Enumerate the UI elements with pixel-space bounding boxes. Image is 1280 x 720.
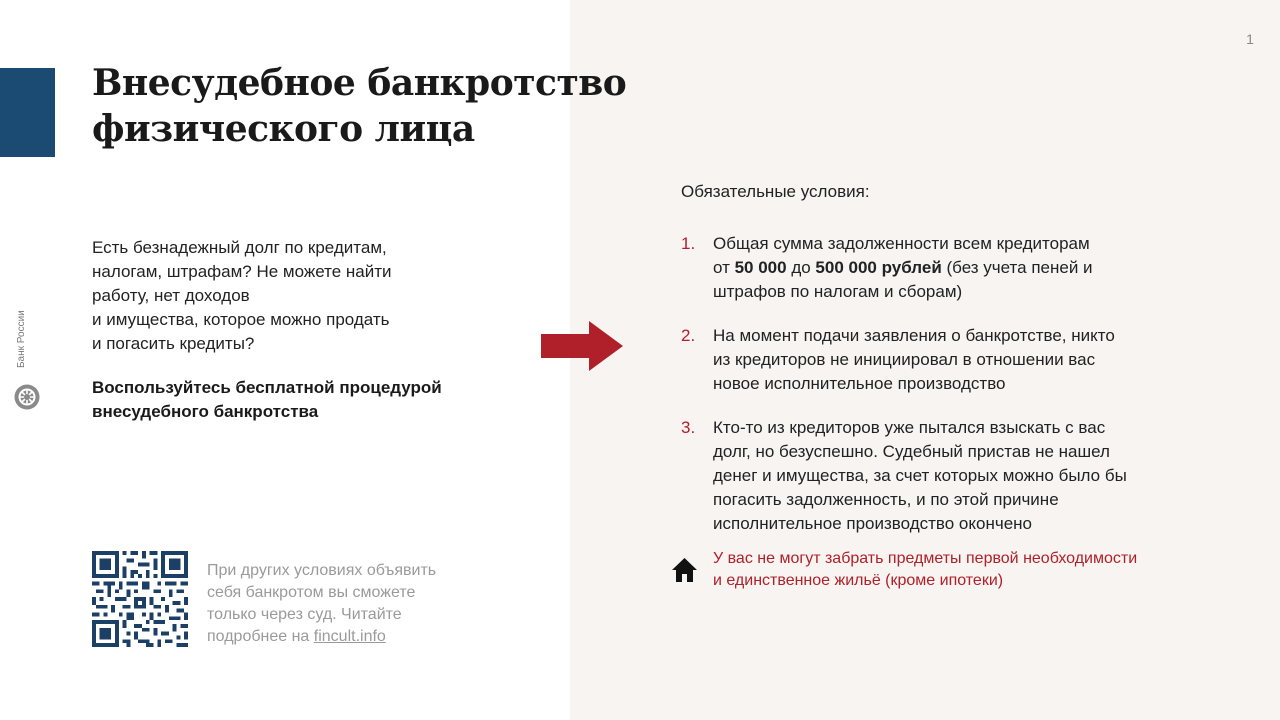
bank-of-russia-logo-icon <box>14 384 40 410</box>
brand <box>14 300 42 412</box>
intro-line: и погасить кредиты? <box>92 334 255 353</box>
page-title <box>92 60 652 152</box>
intro-text <box>92 236 482 356</box>
house-icon <box>671 557 698 583</box>
footnote-line <box>207 626 507 648</box>
condition-line <box>713 256 1203 280</box>
page-number: 1 <box>1246 31 1254 47</box>
condition-text <box>713 324 1203 396</box>
housing-note <box>713 548 1213 592</box>
condition-line: новое исполнительное производство <box>713 374 1006 393</box>
condition-line: исполнительное производство окончено <box>713 514 1032 533</box>
footnote <box>207 560 507 648</box>
condition-number: 1. <box>681 234 696 253</box>
condition-line: долг, но безуспешно. Судебный пристав не нашел <box>713 442 1110 461</box>
cta-line-2: внесудебного банкротства <box>92 402 319 421</box>
note-line-1: У вас не могут забрать предметы первой необходимости <box>713 550 1138 567</box>
condition-line: штрафов по налогам и сборам) <box>713 282 963 301</box>
condition-number: 3. <box>681 418 696 437</box>
condition-text <box>713 232 1203 304</box>
arrow-right-icon <box>541 321 623 371</box>
text-fragment: от <box>713 258 735 277</box>
accent-bar <box>0 68 55 157</box>
amount-to: 500 000 рублей <box>815 258 942 277</box>
condition-line: погасить задолженность, и по этой причине <box>713 490 1059 509</box>
title-line-1: Внесудебное банкротство <box>92 62 627 104</box>
footnote-line: только через суд. Читайте <box>207 606 402 623</box>
condition-line: Кто-то из кредиторов уже пытался взыскать с вас <box>713 418 1106 437</box>
brand-label: Банк России <box>16 310 27 368</box>
condition-line: На момент подачи заявления о банкротстве, никто <box>713 326 1115 345</box>
footnote-line: себя банкротом вы сможете <box>207 584 416 601</box>
footnote-line: При других условиях объявить <box>207 562 437 579</box>
condition-line: Общая сумма задолженности всем кредиторам <box>713 234 1090 253</box>
condition-text <box>713 416 1203 536</box>
amount-from: 50 000 <box>734 258 787 277</box>
cta-line-1: Воспользуйтесь бесплатной процедурой <box>92 378 442 397</box>
qr-code[interactable] <box>92 551 188 647</box>
conditions-heading: Обязательные условия: <box>681 182 870 201</box>
note-line-2: и единственное жильё (кроме ипотеки) <box>713 572 1004 589</box>
intro-line: и имущества, которое можно продать <box>92 310 390 329</box>
text-fragment: до <box>786 258 816 277</box>
call-to-action <box>92 376 532 424</box>
footnote-prefix: подробнее на <box>207 628 314 645</box>
intro-line: Есть безнадежный долг по кредитам, <box>92 238 387 257</box>
fincult-link[interactable]: fincult.info <box>313 628 386 645</box>
text-fragment: (без учета пеней и <box>941 258 1093 277</box>
condition-line: денег и имущества, за счет которых можно было бы <box>713 466 1127 485</box>
intro-line: налогам, штрафам? Не можете найти <box>92 262 392 281</box>
title-line-2: физического лица <box>92 108 475 150</box>
condition-number: 2. <box>681 326 696 345</box>
intro-line: работу, нет доходов <box>92 286 250 305</box>
condition-line: из кредиторов не инициировал в отношении вас <box>713 350 1096 369</box>
